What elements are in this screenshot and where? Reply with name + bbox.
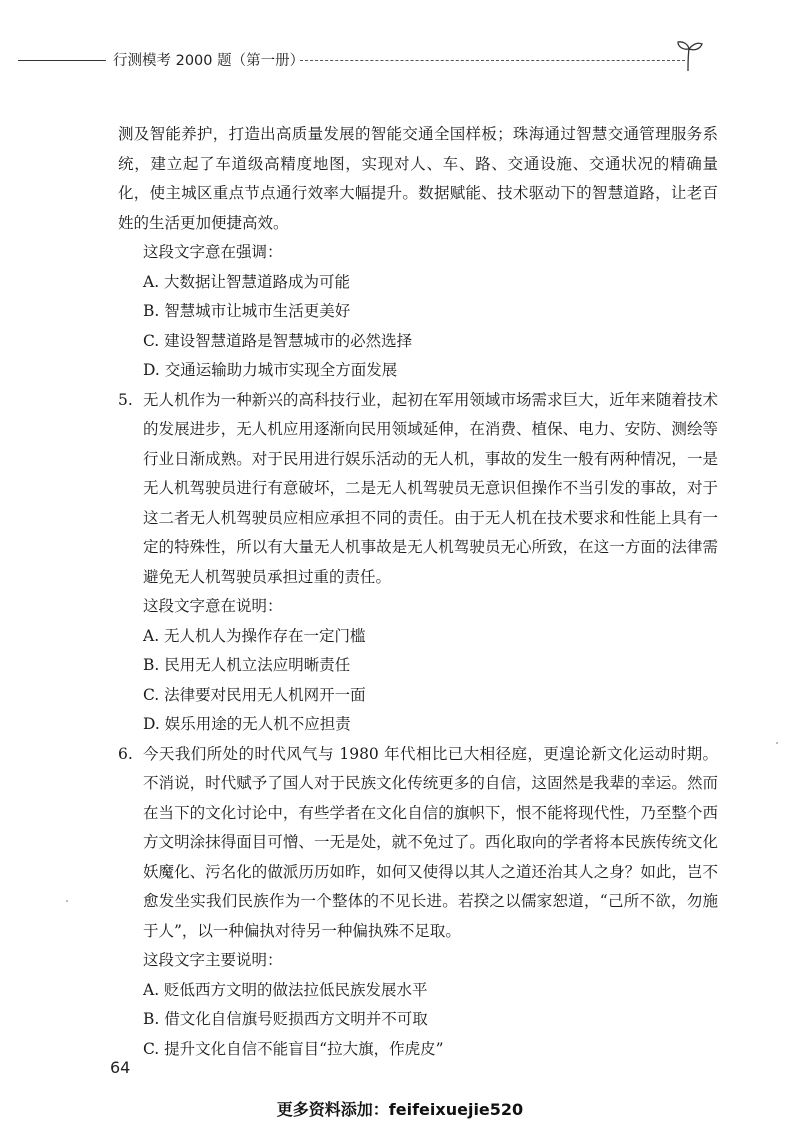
q5-option-c: C. 法律要对民用无人机网开一面: [143, 685, 366, 704]
sprout-icon: [676, 38, 704, 72]
q6-option-c: C. 提升文化自信不能盲目“拉大旗，作虎皮”: [143, 1039, 444, 1058]
q5-option-a: A. 无人机人为操作存在一定门槛: [143, 626, 366, 645]
q6-number: 6.: [118, 744, 133, 763]
q5-prompt: 这段文字意在说明：: [143, 597, 283, 615]
question-5: [118, 386, 718, 593]
q4-prompt: 这段文字意在强调：: [143, 243, 283, 261]
footer-note: 更多资料添加：feifeixuejie520: [276, 1100, 524, 1119]
header-rule-left: [18, 60, 106, 61]
q6-option-b: B. 借文化自信旗号贬损西方文明并不可取: [143, 1010, 428, 1028]
page-number: 64: [110, 1058, 131, 1077]
q5-number: 5.: [118, 390, 133, 409]
q6-option-a: A. 贬低西方文明的做法拉低民族发展水平: [143, 980, 428, 999]
question-6: [118, 740, 718, 947]
page-content: [118, 120, 718, 1064]
q6-prompt: 这段文字主要说明：: [143, 951, 283, 969]
q4-option-d: D. 交通运输助力城市实现全方面发展: [143, 361, 398, 379]
q5-option-b: B. 民用无人机立法应明晰责任: [143, 656, 351, 674]
book-title: 行测模考 2000 题（第一册）: [113, 53, 305, 69]
continued-paragraph: 测及智能养护，打造出高质量发展的智能交通全国样板；珠海通过智慧交通管理服务系统，建立起了车道级高精度地图，实现对人、车、路、交通设施、交通状况的精确量化，使主城区重点节点通行效率大幅提升。数据赋能、技术驱动下的智慧道路，让老百姓的生活更加便捷高效。: [118, 125, 718, 232]
running-header: [0, 38, 800, 78]
q4-option-c: C. 建设智慧道路是智慧城市的必然选择: [143, 331, 413, 350]
q4-option-a: A. 大数据让智慧道路成为可能: [143, 272, 351, 291]
header-rule-right: [300, 60, 685, 61]
scan-speck: [66, 900, 68, 902]
scan-speck: [776, 742, 778, 744]
q5-option-d: D. 娱乐用途的无人机不应担责: [143, 715, 351, 733]
q4-option-b: B. 智慧城市让城市生活更美好: [143, 302, 351, 320]
q6-passage: 今天我们所处的时代风气与 1980 年代相比已大相径庭，更遑论新文化运动时期。不消说，时代赋予了国人对于民族文化传统更多的自信，这固然是我辈的幸运。然而在当下的文化讨论中，有些学者在文化自信的旗帜下，恨不能将现代性，乃至整个西方文明涂抹得面目可憎、一无是处，就不免过了。西化取向的学者将本民族传统文化妖魔化、污名化的做派历历如昨，如何又使得以其人之道还治其人之身？如此，岂不愈发坐实我们民族作为一个整体的不见长进。若揆之以儒家恕道，“己所不欲，勿施于人”，以一种偏执对待另一种偏执殊不足取。: [143, 744, 718, 940]
q5-passage: 无人机作为一种新兴的高科技行业，起初在军用领域市场需求巨大，近年来随着技术的发展进步，无人机应用逐渐向民用领域延伸，在消费、植保、电力、安防、测绘等行业日渐成熟。对于民用进行娱乐活动的无人机，事故的发生一般有两种情况，一是无人机驾驶员进行有意破坏，二是无人机驾驶员无意识但操作不当引发的事故，对于这二者无人机驾驶员应相应承担不同的责任。由于无人机在技术要求和性能上具有一定的特殊性，所以有大量无人机事故是无人机驾驶员无心所致，在这一方面的法律需避免无人机驾驶员承担过重的责任。: [143, 390, 718, 586]
